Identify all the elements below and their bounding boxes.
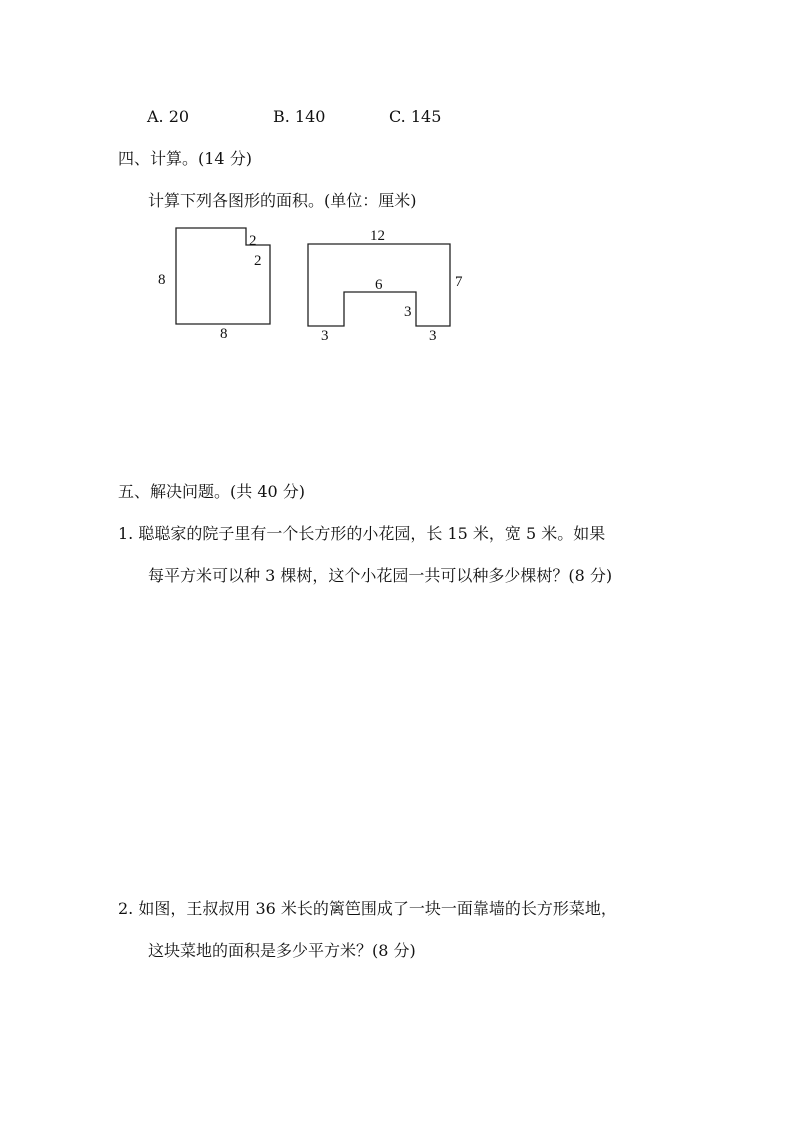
figure-2-u-shape	[300, 220, 475, 350]
option-b: B. 140	[273, 107, 326, 126]
figure-1-left-label: 8	[158, 272, 166, 288]
option-c: C. 145	[389, 107, 442, 126]
question-1-line-1: 1. 聪聪家的院子里有一个长方形的小花园，长 15 米，宽 5 米。如果	[118, 524, 606, 543]
section-4-instruction: 计算下列各图形的面积。(单位：厘米)	[148, 191, 417, 210]
section-5-heading: 五、解决问题。(共 40 分)	[118, 482, 306, 501]
figure-2-top-label: 12	[370, 228, 385, 244]
figure-1-notched-square	[150, 220, 290, 350]
figure-2-inner-top-label: 6	[375, 277, 383, 293]
figure-2-inner-side-label: 3	[404, 304, 412, 320]
section-4-heading: 四、计算。(14 分)	[118, 149, 252, 168]
figure-2-right-label: 7	[455, 274, 463, 290]
question-2-line-2: 这块菜地的面积是多少平方米？(8 分)	[148, 941, 416, 960]
figure-1-notch-side-label: 2	[254, 253, 262, 269]
option-a: A. 20	[147, 107, 190, 126]
figure-2-bottom-right-label: 3	[429, 328, 437, 344]
figure-2-bottom-left-label: 3	[321, 328, 329, 344]
figure-1-notch-top-label: 2	[249, 233, 257, 249]
question-1-line-2: 每平方米可以种 3 棵树，这个小花园一共可以种多少棵树？(8 分)	[148, 566, 613, 585]
figure-1-bottom-label: 8	[220, 326, 228, 342]
question-2-line-1: 2. 如图，王叔叔用 36 米长的篱笆围成了一块一面靠墙的长方形菜地，	[118, 899, 617, 918]
